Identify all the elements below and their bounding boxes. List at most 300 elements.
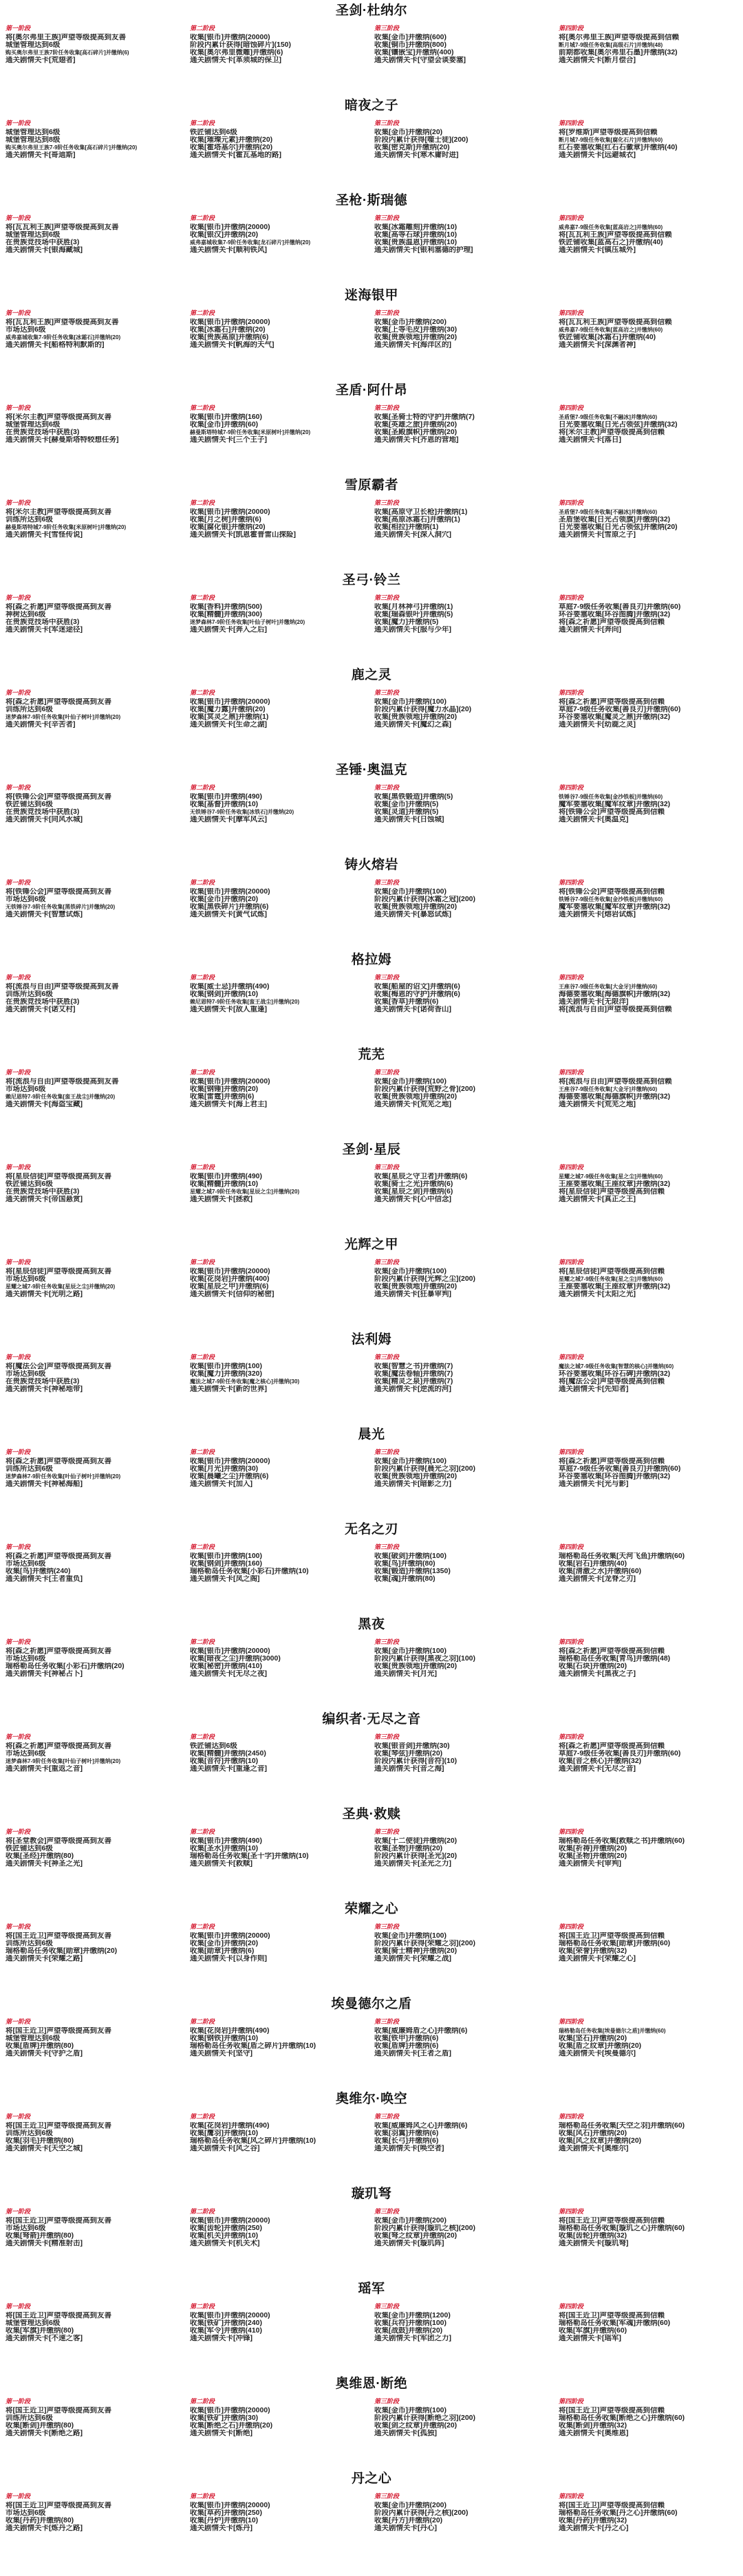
weapon-title: 奥维尔·唤空 bbox=[335, 2092, 408, 2106]
stage-column bbox=[190, 214, 374, 254]
stage-column bbox=[6, 309, 190, 349]
requirement-item: 通关剧情关卡[无限洋] bbox=[559, 998, 629, 1006]
requirement-item: 将[森之祈愿]声望等级提高到友善 bbox=[6, 1647, 111, 1655]
requirement-item: 瑞格勒岛任务收集[救赎之书]并缴纳(60) bbox=[559, 1837, 685, 1845]
stage-column bbox=[190, 594, 374, 634]
requirement-item: 收集[金币]并缴纳(100) bbox=[374, 1932, 447, 1940]
requirement-item: 收集[腐化银]并缴纳(20) bbox=[190, 523, 266, 531]
stage-grid bbox=[6, 1638, 743, 1678]
requirement-item: 通关剧情关卡[荒芜之地] bbox=[374, 1101, 451, 1108]
stage-label: 第一阶段 bbox=[6, 1354, 31, 1361]
stage-label: 第三阶段 bbox=[374, 1638, 400, 1645]
requirement-item: 收集[钢剑]并缴纳(160) bbox=[190, 1560, 263, 1568]
stage-column bbox=[559, 309, 743, 349]
requirement-item: 通关剧情关卡[守护之盾] bbox=[6, 2050, 83, 2057]
requirement-item: 收集[圣水]并缴纳(10) bbox=[190, 1845, 259, 1852]
requirement-item: 将[国王近卫]声望等级提高到信赖 bbox=[559, 2217, 665, 2225]
weapon-title: 圣剑·星辰 bbox=[342, 1143, 401, 1157]
requirement-item: 收集[金币]并缴纳(100) bbox=[374, 1647, 447, 1655]
requirement-item: 王座谷7-9级任务收集[大金牙]并缴纳(60) bbox=[559, 984, 658, 990]
requirement-item: 通关剧情关卡[同风水城] bbox=[6, 816, 83, 823]
weapon-section bbox=[0, 1995, 743, 2090]
stage-label: 第四阶段 bbox=[559, 594, 584, 601]
requirement-item: 城堡管理达到6级 bbox=[6, 2035, 61, 2042]
requirement-item: 收集[石块]并缴纳(20) bbox=[559, 1663, 627, 1670]
stage-column bbox=[559, 119, 743, 159]
stage-column bbox=[559, 2207, 743, 2247]
stage-label: 第四阶段 bbox=[559, 1923, 584, 1930]
requirement-item: 收集[冥灵之鼎]并缴纳(1) bbox=[190, 713, 269, 721]
requirement-item: 通关剧情关卡[光明之路] bbox=[6, 1290, 83, 1298]
requirement-item: 收集[兵符]并缴纳(100) bbox=[374, 2319, 447, 2327]
weapon-section bbox=[0, 1616, 743, 1711]
requirement-item: 通关剧情关卡[黄气试炼] bbox=[190, 911, 267, 918]
requirement-item: 收集[月光]并缴纳(30) bbox=[190, 1465, 259, 1473]
stage-grid bbox=[6, 2397, 743, 2437]
requirement-item: 通关剧情关卡[神秘占卜] bbox=[6, 1670, 83, 1678]
requirement-item: 在贵族竞技场中获胜(3) bbox=[6, 429, 80, 436]
stage-column bbox=[190, 1258, 374, 1298]
requirement-item: 王座要塞收集[王座纹章]并缴纳(32) bbox=[559, 1283, 671, 1290]
requirement-item: 收集[钢锤]并缴纳(20) bbox=[190, 1085, 259, 1093]
requirement-item: 市场达到6级 bbox=[6, 896, 46, 903]
requirement-item: 收集[霍塔基尔]并缴纳(20) bbox=[190, 144, 273, 151]
requirement-item: 将[铁锤公会]声望等级提高到信赖 bbox=[559, 888, 665, 896]
requirement-item: 通关剧情关卡[机关术] bbox=[190, 2240, 260, 2247]
weapon-title: 璇玑弩 bbox=[351, 2187, 392, 2201]
stage-label: 第二阶段 bbox=[190, 25, 215, 32]
stage-column bbox=[559, 1163, 743, 1203]
stage-column bbox=[6, 1543, 190, 1583]
requirement-item: 收集[银币]并缴纳(490) bbox=[190, 1837, 263, 1845]
stage-label: 第二阶段 bbox=[190, 2493, 215, 2500]
requirement-item: 收集[相拉]并缴纳(1) bbox=[374, 523, 439, 531]
requirement-item: 收集[贵族领地]并缴纳(20) bbox=[374, 1093, 457, 1101]
stage-column bbox=[6, 1068, 190, 1108]
requirement-item: 将[米尔主教]声望等级提高到信赖 bbox=[559, 429, 665, 436]
requirement-item: 城堡管理达到8级 bbox=[6, 136, 61, 144]
stage-grid bbox=[6, 1448, 743, 1488]
stage-label: 第四阶段 bbox=[559, 879, 584, 886]
requirement-item: 环谷要塞收集[环谷图腾]并缴纳(32) bbox=[559, 611, 671, 618]
stage-grid bbox=[6, 24, 743, 64]
requirement-item: 收集[魂]并缴纳(80) bbox=[374, 1575, 435, 1583]
stage-label: 第三阶段 bbox=[374, 2303, 400, 2310]
weapon-section bbox=[0, 1331, 743, 1426]
requirement-item: 草庭7-9级任务收集[善良刃]并缴纳(60) bbox=[559, 1750, 681, 1757]
requirement-item: 收集[琴弦]并缴纳(20) bbox=[374, 1750, 443, 1757]
stage-label: 第一阶段 bbox=[6, 1449, 31, 1455]
requirement-item: 将[国王近卫]声望等级提高到友善 bbox=[6, 2502, 111, 2509]
stage-grid bbox=[6, 1163, 743, 1203]
requirement-item: 通关剧情关卡[龙脊之刃] bbox=[559, 1575, 636, 1583]
requirement-item: 将[森之祈愿]声望等级提高到友善 bbox=[6, 1552, 111, 1560]
requirement-item: 通关剧情关卡[军团之力] bbox=[374, 2335, 451, 2342]
requirement-item: 收集[黑铁碎片]并缴纳(6) bbox=[190, 903, 269, 911]
requirement-item: 收集[英雄之旅]并缴纳(20) bbox=[374, 421, 457, 429]
requirement-item: 收集[银币]并缴纳(100) bbox=[190, 1552, 263, 1560]
requirement-item: 瑞格勒岛任务收集[天空之羽]并缴纳(60) bbox=[559, 2122, 685, 2130]
requirement-item: 城堡管理达到6级 bbox=[6, 41, 61, 49]
stage-column bbox=[559, 2112, 743, 2152]
stage-label: 第二阶段 bbox=[190, 974, 215, 981]
requirement-item: 通关剧情关卡[逆流的河] bbox=[374, 1385, 451, 1393]
weapon-section bbox=[0, 1521, 743, 1616]
stage-column bbox=[190, 1828, 374, 1868]
requirement-item: 训练所达到6级 bbox=[6, 706, 53, 713]
stage-label: 第一阶段 bbox=[6, 499, 31, 506]
weapon-section bbox=[0, 287, 743, 382]
requirement-item: 收集[魔力]并缴纳(5) bbox=[374, 618, 439, 626]
requirement-item: 收集[月林神弓]并缴纳(1) bbox=[374, 603, 453, 611]
weapon-title: 鹿之灵 bbox=[351, 668, 392, 682]
stage-column bbox=[374, 878, 559, 918]
requirement-item: 收集[铁矿]并缴纳(240) bbox=[190, 2319, 263, 2327]
requirement-item: 通关剧情关卡[奥维恩] bbox=[559, 2429, 629, 2437]
stage-label: 第三阶段 bbox=[374, 1069, 400, 1076]
requirement-item: 收集[金币]并缴纳(200) bbox=[374, 2217, 447, 2225]
stage-label: 第三阶段 bbox=[374, 1828, 400, 1835]
stage-label: 第一阶段 bbox=[6, 1733, 31, 1740]
weapon-section bbox=[0, 192, 743, 287]
requirement-item: 通关剧情关卡[深渊者神] bbox=[559, 341, 636, 349]
requirement-item: 收集[破剑]并缴纳(100) bbox=[374, 1552, 447, 1560]
requirement-item: 收集[银币]并缴纳(20000) bbox=[190, 698, 270, 706]
stage-label: 第二阶段 bbox=[190, 1069, 215, 1076]
requirement-item: 通关剧情关卡[哥迪斯] bbox=[6, 151, 76, 159]
stage-column bbox=[190, 2302, 374, 2342]
requirement-item: 铁锤谷7-9级任务收集[金沙铁板]并缴纳(60) bbox=[559, 794, 663, 800]
requirement-item: 收集[黑铁锻造]并缴纳(5) bbox=[374, 793, 453, 801]
requirement-item: 收集[秘密]并缴纳(410) bbox=[190, 1663, 263, 1670]
stage-column bbox=[559, 594, 743, 634]
requirement-item: 通关剧情关卡[神秘海船] bbox=[6, 1480, 83, 1488]
requirement-item: 铁匠铺达到6级 bbox=[6, 1180, 53, 1188]
weapon-section bbox=[0, 1046, 743, 1141]
stage-label: 第一阶段 bbox=[6, 1259, 31, 1266]
stage-column bbox=[190, 1448, 374, 1488]
stage-column bbox=[374, 119, 559, 159]
stage-column bbox=[6, 689, 190, 728]
stage-label: 第三阶段 bbox=[374, 879, 400, 886]
requirement-item: 收集[圣殿旗帜]并缴纳(20) bbox=[374, 429, 457, 436]
requirement-item: 收集[金币]并缴纳(100) bbox=[374, 2407, 447, 2414]
requirement-item: 将[流浪与自由]声望等级提高到信赖 bbox=[559, 1006, 672, 1013]
requirement-item: 通关剧情关卡[生命之湖] bbox=[190, 721, 267, 728]
requirement-item: 魔军要塞收集[魔军纹章]并缴纳(32) bbox=[559, 903, 671, 911]
requirement-item: 通关剧情关卡[拯救] bbox=[190, 1195, 252, 1203]
weapon-section bbox=[0, 2470, 743, 2565]
requirement-item: 通关剧情关卡[心中信念] bbox=[374, 1195, 451, 1203]
requirement-item: 收集[智慧之书]并缴纳(7) bbox=[374, 1363, 453, 1370]
stage-label: 第三阶段 bbox=[374, 310, 400, 316]
stage-column bbox=[6, 2207, 190, 2247]
requirement-item: 阶段内累计获得[黑夜之羽](100) bbox=[374, 1655, 476, 1663]
requirement-item: 瑞格勒岛任务收集[小彩石]并缴纳(10) bbox=[190, 1568, 309, 1575]
requirement-item: 阶段内累计获得[丹之核](200) bbox=[374, 2509, 469, 2517]
requirement-item: 瑞格勒岛任务收集[勋章]并缴纳(20) bbox=[6, 1947, 118, 1955]
stage-grid bbox=[6, 214, 743, 254]
requirement-item: 收集[贵族领地]并缴纳(20) bbox=[374, 713, 457, 721]
requirement-item: 城堡管理达到6级 bbox=[6, 231, 61, 239]
requirement-item: 赖尼恩特7-9阶任务收集[蛮王战尘]并缴纳(20) bbox=[6, 1094, 116, 1100]
requirement-item: 收集[精灵之泉]并缴纳(7) bbox=[374, 1378, 453, 1385]
stage-label: 第一阶段 bbox=[6, 2208, 31, 2215]
requirement-item: 收集[冰霜雕刻]并缴纳(10) bbox=[374, 224, 457, 231]
stage-label: 第三阶段 bbox=[374, 2018, 400, 2025]
requirement-item: 收集[基督]并缴纳(10) bbox=[190, 801, 259, 808]
stage-grid bbox=[6, 2017, 743, 2057]
requirement-item: 收集[骑士精神]并缴纳(20) bbox=[374, 1947, 457, 1955]
requirement-item: 收集[风之纹章]并缴纳(20) bbox=[559, 2137, 642, 2145]
weapon-section bbox=[0, 2185, 743, 2280]
stage-label: 第一阶段 bbox=[6, 1638, 31, 1645]
stage-label: 第二阶段 bbox=[190, 310, 215, 316]
requirement-item: 收集[晨曦之尘]并缴纳(6) bbox=[190, 1473, 269, 1480]
stage-column bbox=[190, 2397, 374, 2437]
requirement-item: 通关剧情关卡[荣耀之路] bbox=[6, 1955, 83, 1962]
weapon-section bbox=[0, 667, 743, 761]
requirement-item: 铁锤谷7-9级任务收集[金沙铁板]并缴纳(60) bbox=[559, 896, 663, 902]
stage-column bbox=[374, 689, 559, 728]
stage-label: 第二阶段 bbox=[190, 2018, 215, 2025]
stage-column bbox=[374, 309, 559, 349]
stage-label: 第三阶段 bbox=[374, 1449, 400, 1455]
requirement-item: 收集[银币]并缴纳(20000) bbox=[190, 224, 270, 231]
requirement-item: 收集[精髓]并缴纳(300) bbox=[190, 611, 263, 618]
stage-column bbox=[6, 973, 190, 1013]
stage-label: 第三阶段 bbox=[374, 784, 400, 791]
stage-column bbox=[374, 1733, 559, 1773]
stage-column bbox=[190, 1638, 374, 1678]
requirement-item: 收集[高原守卫长枪]并缴纳(1) bbox=[374, 508, 468, 516]
requirement-item: 通关剧情关卡[暴怒试炼] bbox=[374, 911, 451, 918]
stage-column bbox=[374, 594, 559, 634]
requirement-item: 通关剧情关卡[暗影之力] bbox=[374, 1480, 451, 1488]
stage-column bbox=[6, 1638, 190, 1678]
requirement-item: 收集[锻造]并缴纳(1350) bbox=[374, 1568, 451, 1575]
requirement-item: 赫曼斯塔特城7-9阶任务收集[米原树叶]并缴纳(20) bbox=[6, 524, 127, 530]
stage-label: 第四阶段 bbox=[559, 2303, 584, 2310]
requirement-item: 通关剧情关卡[敌人重逢] bbox=[190, 1006, 267, 1013]
stage-grid bbox=[6, 594, 743, 634]
requirement-item: 瑞格勒岛任务收集[小彩石]并缴纳(20) bbox=[6, 1663, 125, 1670]
stage-grid bbox=[6, 1068, 743, 1108]
requirement-item: 收集[雷霆]并缴纳(6) bbox=[190, 1093, 255, 1101]
requirement-item: 海德要塞收集[海德旗帜]并缴纳(32) bbox=[559, 991, 671, 998]
requirement-item: 通关剧情关卡[荣耀之战] bbox=[374, 1955, 451, 1962]
stage-label: 第二阶段 bbox=[190, 1354, 215, 1361]
stage-column bbox=[190, 2017, 374, 2057]
requirement-item: 阶段内累计获得[噬士徒](200) bbox=[374, 136, 469, 144]
stage-column bbox=[6, 1828, 190, 1868]
stage-grid bbox=[6, 2207, 743, 2247]
weapon-title: 圣剑·杜纳尔 bbox=[335, 3, 408, 18]
stage-column bbox=[374, 2112, 559, 2152]
weapon-title: 迷海银甲 bbox=[344, 288, 398, 303]
stage-column bbox=[190, 119, 374, 159]
requirement-item: 通关剧情关卡[海上君主] bbox=[190, 1101, 267, 1108]
stage-column bbox=[6, 1733, 190, 1773]
requirement-item: 阶段内累计获得[魔力水晶](20) bbox=[374, 706, 472, 713]
requirement-item: 收集[齿轮]并缴纳(250) bbox=[190, 2225, 263, 2232]
requirement-item: 将[星辰信徒]声望等级提高到信赖 bbox=[559, 1188, 665, 1195]
requirement-item: 阶段内累计获得[圣光](20) bbox=[374, 1852, 457, 1860]
requirement-item: 收集[长弓]并缴纳(6) bbox=[374, 2137, 439, 2145]
requirement-item: 阶段内累计获得[光辉之尘](200) bbox=[374, 1275, 476, 1283]
requirement-item: 通关剧情关卡[丹心] bbox=[374, 2524, 437, 2532]
requirement-item: 瑞格勒岛任务收集[埃曼德尔之盾]并缴纳(60) bbox=[559, 2028, 666, 2034]
requirement-item: 将[铁锤公会]声望等级提高到友善 bbox=[6, 888, 111, 896]
requirement-item: 训练所达到6级 bbox=[6, 2130, 53, 2137]
requirement-item: 收集[花岗岩]并缴纳(490) bbox=[190, 2122, 270, 2130]
weapon-title: 圣枪·斯瑞德 bbox=[335, 193, 408, 208]
requirement-item: 收集[贵族高原]并缴纳(6) bbox=[190, 334, 269, 341]
stage-column bbox=[6, 2492, 190, 2532]
requirement-item: 将[铁锤公会]声望等级提高到友善 bbox=[6, 793, 111, 801]
weapon-section bbox=[0, 1141, 743, 1236]
requirement-item: 收集[丹药]并缴纳(80) bbox=[6, 2517, 74, 2524]
requirement-item: 瑞格勒岛任务收集[青鸟]并缴纳(48) bbox=[559, 1655, 671, 1663]
stage-column bbox=[374, 1163, 559, 1203]
requirement-item: 在贵族竞技场中获胜(3) bbox=[6, 998, 80, 1006]
stage-column bbox=[190, 1733, 374, 1773]
weapon-title: 法利姆 bbox=[351, 1332, 392, 1347]
requirement-item: 环谷要塞收集[环谷石碑]并缴纳(32) bbox=[559, 1370, 671, 1378]
requirement-item: 通关剧情关卡[军迷途径] bbox=[6, 626, 83, 634]
requirement-item: 通关剧情关卡[月光] bbox=[374, 1670, 437, 1678]
requirement-item: 在贵族竞技场中获胜(3) bbox=[6, 808, 80, 816]
requirement-item: 收集[战鼓]并缴纳(20) bbox=[374, 2327, 443, 2335]
requirement-item: 瑞格勒岛任务收集[风之碎片]并缴纳(10) bbox=[190, 2137, 316, 2145]
stage-column bbox=[190, 2492, 374, 2532]
stage-label: 第四阶段 bbox=[559, 1354, 584, 1361]
stage-grid bbox=[6, 1733, 743, 1773]
requirement-item: 在贵族竞技场中获胜(3) bbox=[6, 1188, 80, 1195]
stage-column bbox=[6, 2017, 190, 2057]
requirement-item: 将[圣堂教会]声望等级提高到友善 bbox=[6, 1837, 111, 1845]
stage-grid bbox=[6, 2112, 743, 2152]
requirement-item: 训练所达到6级 bbox=[6, 516, 53, 523]
stage-column bbox=[374, 2017, 559, 2057]
requirement-item: 收集[银币]并缴纳(100) bbox=[190, 1363, 263, 1370]
requirement-item: 迷梦森林7-9阶任务收集[叶仙子树叶]并缴纳(20) bbox=[6, 1758, 121, 1764]
requirement-item: 环谷要塞收集[环谷图腾]并缴纳(32) bbox=[559, 1473, 671, 1480]
weapon-section bbox=[0, 1236, 743, 1331]
stage-label: 第二阶段 bbox=[190, 879, 215, 886]
requirement-item: 星耀之城7-9阶任务收集[星辰之尘]并缴纳(20) bbox=[6, 1284, 116, 1290]
requirement-item: 通关剧情关卡[璇玑阵] bbox=[374, 2240, 444, 2247]
weapon-section bbox=[0, 572, 743, 667]
stage-column bbox=[374, 499, 559, 539]
requirement-item: 市场达到6级 bbox=[6, 1275, 46, 1283]
requirement-item: 收集[花岗岩]并缴纳(400) bbox=[190, 1275, 270, 1283]
stage-column bbox=[6, 2302, 190, 2342]
requirement-item: 收集[机关]并缴纳(10) bbox=[190, 2232, 259, 2240]
requirement-item: 魔军要塞收集[魔军纹章]并缴纳(32) bbox=[559, 801, 671, 808]
stage-label: 第四阶段 bbox=[559, 974, 584, 981]
stage-column bbox=[190, 689, 374, 728]
requirement-item: 在贵族竞技场中获胜(3) bbox=[6, 1378, 80, 1385]
stage-column bbox=[6, 878, 190, 918]
requirement-item: 通关剧情关卡[雪原之子] bbox=[559, 531, 636, 539]
stage-label: 第三阶段 bbox=[374, 2398, 400, 2405]
stage-column bbox=[374, 214, 559, 254]
requirement-item: 收集[精髓]并缴纳(10) bbox=[190, 1180, 259, 1188]
requirement-item: 通关剧情关卡[凤之阁] bbox=[190, 1575, 260, 1583]
requirement-item: 收集[铜币]并缴纳(800) bbox=[374, 41, 447, 49]
requirement-item: 通关剧情关卡[审判] bbox=[559, 1860, 621, 1868]
weapon-section bbox=[0, 477, 743, 572]
requirement-item: 威弗嘉城收集7-9阶任务收集[冰霜石]并缴纳(20) bbox=[6, 334, 121, 340]
requirement-item: 通关剧情关卡[风之谷] bbox=[190, 2145, 260, 2152]
stage-label: 第一阶段 bbox=[6, 1828, 31, 1835]
requirement-item: 市场达到6级 bbox=[6, 326, 46, 334]
requirement-item: 收集[贵族温恩]并缴纳(10) bbox=[374, 239, 457, 246]
requirement-item: 通关剧情关卡[诺艾村] bbox=[6, 1006, 76, 1013]
weapon-title: 晨光 bbox=[358, 1427, 385, 1442]
requirement-item: 收集[银币]并缴纳(490) bbox=[190, 1173, 263, 1180]
stage-label: 第三阶段 bbox=[374, 25, 400, 32]
requirement-item: 收集[银币]并缴纳(20000) bbox=[190, 318, 270, 326]
requirement-item: 训练所达到6级 bbox=[6, 2414, 53, 2422]
stage-column bbox=[559, 1923, 743, 1962]
requirement-item: 通关剧情关卡[埃曼德尔] bbox=[559, 2050, 636, 2057]
requirement-item: 收集[音之核心]并缴纳(32) bbox=[559, 1757, 642, 1765]
requirement-item: 通关剧情关卡[守望会谈要塞] bbox=[374, 56, 466, 64]
requirement-item: 收集[风石]并缴纳(20) bbox=[559, 2130, 627, 2137]
requirement-item: 将[国王近卫]声望等级提高到信赖 bbox=[559, 2407, 665, 2414]
requirement-item: 收集[剑之纹章]并缴纳(20) bbox=[374, 2422, 457, 2429]
stage-column bbox=[374, 1543, 559, 1583]
requirement-item: 收集[盾之纹章]并缴纳(20) bbox=[559, 2042, 642, 2050]
requirement-item: 通关剧情关卡[三个王子] bbox=[190, 436, 267, 444]
requirement-item: 铁匠铺达到6级 bbox=[190, 1742, 237, 1750]
requirement-item: 收集[奥尔弗里微雕]并缴纳(6) bbox=[190, 49, 283, 56]
requirement-item: 星耀之城7-9级任务收集[星之尘]并缴纳(60) bbox=[559, 1276, 663, 1282]
requirement-item: 将[瓦瓦利王族]声望等级提高到信赖 bbox=[559, 318, 672, 326]
requirement-item: 通关剧情关卡[不速之客] bbox=[6, 2335, 83, 2342]
stage-column bbox=[6, 1353, 190, 1393]
stage-column bbox=[190, 24, 374, 64]
requirement-item: 将[米尔主教]声望等级提高到友善 bbox=[6, 413, 111, 421]
requirement-item: 断月城7-9级任务收集[高级石片]并缴纳(48) bbox=[559, 42, 663, 48]
requirement-item: 通关剧情关卡[落日] bbox=[559, 436, 621, 444]
requirement-item: 通关剧情关卡[圣光之力] bbox=[374, 1860, 451, 1868]
requirement-item: 收集[高等石球]并缴纳(10) bbox=[374, 231, 457, 239]
requirement-item: 将[罗维斯]声望等级提高到信赖 bbox=[559, 129, 658, 136]
weapon-title: 埃曼德尔之盾 bbox=[331, 1997, 412, 2011]
stage-label: 第四阶段 bbox=[559, 1733, 584, 1740]
stage-column bbox=[190, 1353, 374, 1393]
requirement-item: 收集[高原冰霜石]并缴纳(1) bbox=[374, 516, 460, 523]
requirement-item: 收集[金币]并缴纳(100) bbox=[374, 888, 447, 896]
requirement-item: 瑞格勒岛任务收集[军魂]并缴纳(60) bbox=[559, 2319, 671, 2327]
requirement-item: 断月城7-9级任务收集[腐化石片]并缴纳(60) bbox=[559, 137, 663, 143]
stage-label: 第四阶段 bbox=[559, 2493, 584, 2500]
requirement-item: 通关剧情关卡[海洋区的] bbox=[374, 341, 451, 349]
requirement-item: 通关剧情关卡[黑夜之子] bbox=[559, 1670, 636, 1678]
stage-column bbox=[190, 1543, 374, 1583]
weapon-section bbox=[0, 2280, 743, 2375]
stage-label: 第二阶段 bbox=[190, 120, 215, 127]
requirement-item: 魔法之城7-9阶任务收集[魔之核心]并缴纳(30) bbox=[190, 1378, 300, 1385]
stage-label: 第三阶段 bbox=[374, 404, 400, 411]
stage-column bbox=[6, 24, 190, 64]
weapon-title: 圣弓·铃兰 bbox=[342, 573, 401, 587]
weapon-section bbox=[0, 1711, 743, 1806]
stage-label: 第一阶段 bbox=[6, 1069, 31, 1076]
